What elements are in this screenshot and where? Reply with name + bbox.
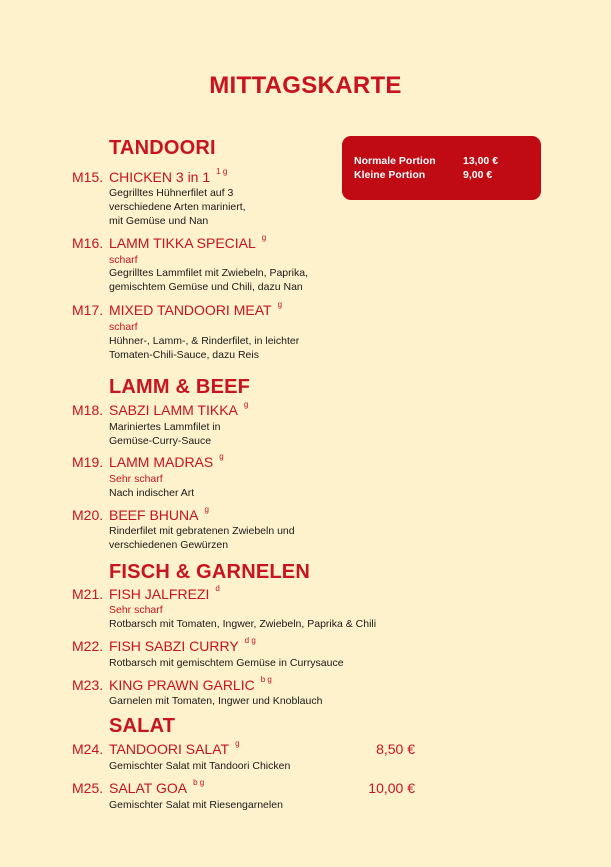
item-name: LAMM MADRAS $^g$: [109, 452, 224, 470]
spice-level: scharf: [109, 254, 138, 266]
item-description: Gemischter Salat mit Tandoori Chicken: [109, 760, 291, 772]
item-description: Gemischter Salat mit Riesengarnelen: [109, 799, 283, 811]
portion-price: 9,00 €: [463, 169, 493, 181]
section-title-tandoori: TANDOORI: [109, 137, 216, 159]
page-title: MITTAGSKARTE: [209, 72, 402, 99]
portion-row-normal: [354, 155, 498, 167]
spice-level: Sehr scharf: [109, 604, 163, 616]
section-title-fisch-garnelen: FISCH & GARNELEN: [109, 561, 310, 583]
item-price: 10,00 €: [368, 780, 415, 796]
portion-label: Normale Portion: [354, 155, 436, 167]
section-title-lamm-beef: LAMM & BEEF: [109, 376, 251, 398]
item-name: LAMM TIKKA SPECIAL $^g$: [109, 233, 267, 251]
portion-price: 13,00 €: [463, 155, 499, 167]
item-code: M24.: [72, 741, 104, 757]
item-description: Rotbarsch mit gemischtem Gemüse in Currysauce: [109, 657, 344, 669]
item-code: M17.: [72, 302, 104, 318]
item-description: Rotbarsch mit Tomaten, Ingwer, Zwiebeln, Paprika & Chili: [109, 618, 377, 630]
spice-level: Sehr scharf: [109, 473, 163, 485]
item-description: Rinderfilet mit gebratenen Zwiebeln und verschiedenen Gewürzen: [109, 525, 295, 551]
item-code: M20.: [72, 507, 104, 523]
item-code: M16.: [72, 235, 104, 251]
spice-level: scharf: [109, 321, 138, 333]
allergen-codes: g: [219, 452, 224, 461]
portion-price-box: [342, 136, 541, 200]
portion-row-small: [354, 169, 492, 181]
allergen-codes: b g: [193, 778, 205, 787]
item-name: SALAT GOA $^{b g}$: [109, 778, 205, 796]
item-description: Hühner-, Lamm-, & Rinderfilet, in leichter Tomaten-Chili-Sauce, dazu Reis: [109, 335, 300, 361]
allergen-codes: b g: [260, 675, 272, 684]
item-name: FISH SABZI CURRY $^{d g}$: [109, 636, 256, 654]
allergen-codes: g: [204, 505, 209, 514]
allergen-codes: g: [261, 233, 267, 242]
item-description: Gegrilltes Lammfilet mit Zwiebeln, Paprika, gemischtem Gemüse und Chili, dazu Nan: [109, 267, 308, 293]
item-description: Nach indischer Art: [109, 487, 195, 499]
item-code: M21.: [72, 586, 104, 602]
item-code: M23.: [72, 677, 104, 693]
allergen-codes: d g: [244, 636, 256, 645]
item-description: Garnelen mit Tomaten, Ingwer und Knoblauch: [109, 695, 323, 707]
item-code: M15.: [72, 169, 104, 185]
item-name: TANDOORI SALAT $^g$: [109, 739, 240, 757]
item-name: SABZI LAMM TIKKA $^g$: [109, 400, 249, 418]
item-name: KING PRAWN GARLIC $^{b g}$: [109, 675, 272, 693]
allergen-codes: g: [277, 300, 283, 309]
item-name: BEEF BHUNA $^g$: [109, 505, 209, 523]
item-price: 8,50 €: [376, 741, 415, 757]
item-description: Gegrilltes Hühnerfilet auf 3 verschiedene Arten mariniert, mit Gemüse und Nan: [109, 187, 246, 227]
item-name: FISH JALFREZI $^d$: [109, 584, 220, 602]
item-code: M22.: [72, 638, 104, 654]
allergen-codes: 1 g: [216, 167, 228, 176]
allergen-codes: g: [235, 739, 240, 748]
allergen-codes: d: [215, 584, 220, 593]
section-title-salat: SALAT: [109, 715, 176, 737]
portion-label: Kleine Portion: [354, 169, 426, 181]
item-name: CHICKEN 3 in 1 $^{1 g}$: [109, 167, 228, 185]
item-name: MIXED TANDOORI MEAT $^g$: [109, 300, 283, 318]
item-code: M19.: [72, 454, 104, 470]
item-description: Mariniertes Lammfilet in Gemüse-Curry-Sauce: [109, 421, 221, 447]
allergen-codes: g: [243, 400, 249, 409]
item-code: M18.: [72, 402, 104, 418]
item-code: M25.: [72, 780, 104, 796]
